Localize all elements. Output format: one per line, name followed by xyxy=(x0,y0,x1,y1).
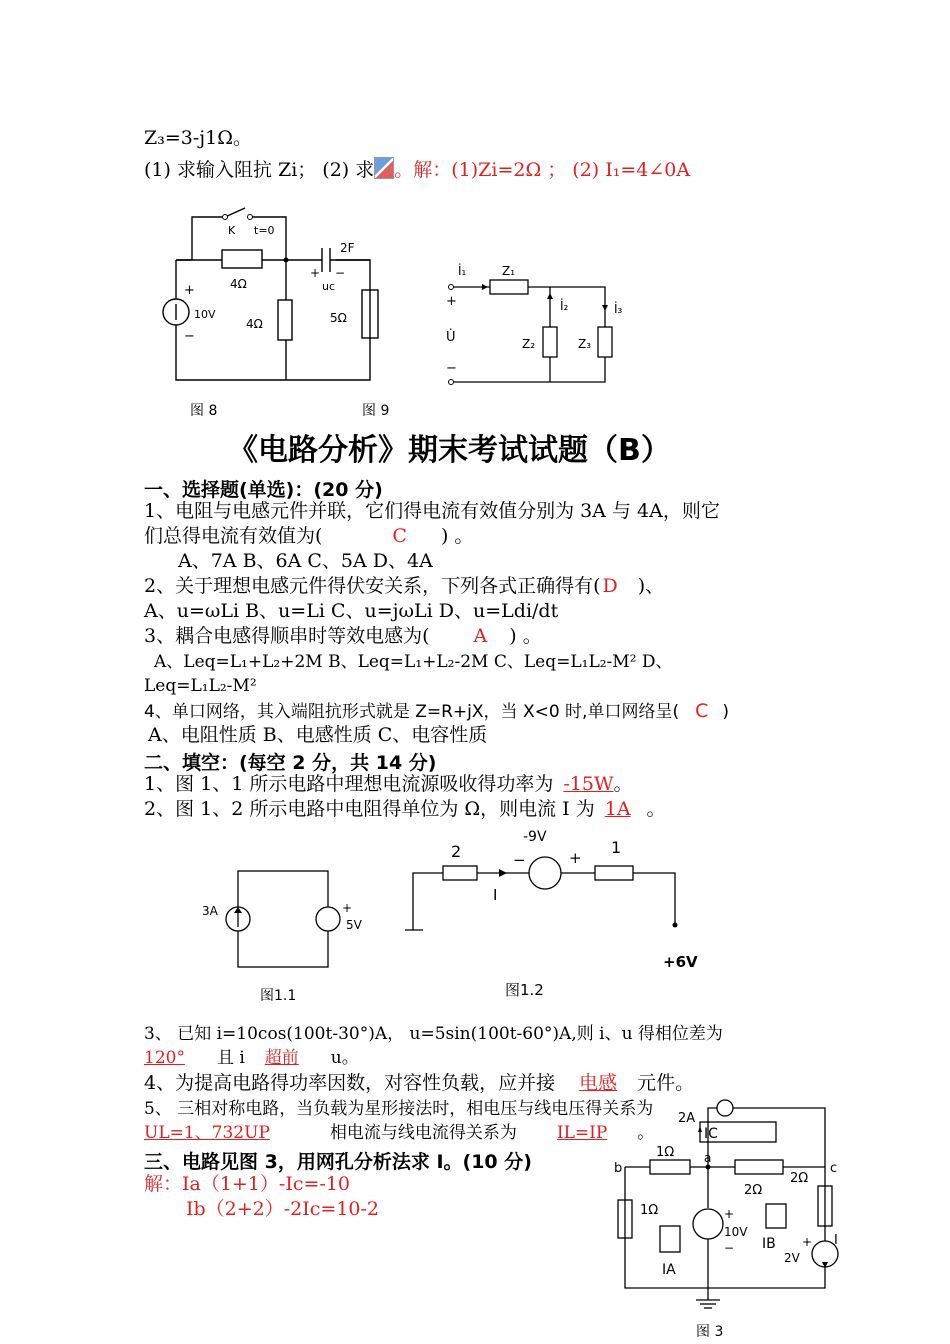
node-a-label: a xyxy=(704,1151,712,1165)
q2-line xyxy=(144,574,664,598)
q4-close: ) xyxy=(722,702,730,722)
q1-line1: 1、电阻与电感元件并联，它们得电流有效值分别为 3A 与 4A，则它 xyxy=(144,500,720,522)
f2-end: 。 xyxy=(646,798,666,820)
mesh-ic-label: IC xyxy=(704,1126,718,1142)
q3-line xyxy=(144,624,542,648)
section2-heading: 二、填空：(每空 2 分，共 14 分) xyxy=(144,752,437,774)
impedance-z3-label: Z₃ xyxy=(578,337,592,351)
f4-answer: 电感 xyxy=(579,1072,618,1094)
q4-answer: C xyxy=(695,700,709,722)
q2-answer: D xyxy=(602,575,618,597)
voltage-plus: + xyxy=(342,901,353,915)
q4-text: 4、单口网络，其入端阻抗形式就是 Z=R+jX，当 X<0 时,单口网络呈( xyxy=(144,702,680,722)
q3-options-1: A、Leq=L₁+L₂+2M B、Leq=L₁+L₂-2M C、Leq=L₁L₂-M² D、 xyxy=(154,652,673,672)
q3-answer: A xyxy=(473,625,488,647)
q1-line2 xyxy=(144,524,473,548)
q2-close: )、 xyxy=(637,575,665,597)
resistor-left-label: 1Ω xyxy=(640,1203,659,1218)
current-source-label: 3A xyxy=(202,904,218,918)
q2-text: 2、关于理想电感元件得伏安关系，下列各式正确得有( xyxy=(144,575,601,597)
f3-line2 xyxy=(144,1046,359,1070)
f1-end: 。 xyxy=(613,773,633,795)
figure-9-circuit xyxy=(362,255,630,419)
f3-line1: 3、 已知 i=10cos(100t-30°)A， u=5sin(100t-60°)A,则 i、u 得相位差为 xyxy=(144,1024,723,1044)
figure-3-circuit xyxy=(600,1100,850,1340)
source-10v-minus: − xyxy=(724,1241,735,1255)
f5-line2 xyxy=(144,1121,654,1145)
f2-text: 2、图 1、2 所示电路中电阻得单位为 Ω，则电流 I 为 xyxy=(144,798,595,820)
current-i3-label: İ₃ xyxy=(614,302,623,316)
u-plus: + xyxy=(446,294,457,309)
resistor-2-label: 2 xyxy=(451,842,462,861)
uc-plus: + xyxy=(310,266,321,280)
source-plus: + xyxy=(184,283,195,298)
f3-mid: 且 i xyxy=(216,1048,245,1068)
source-minus: − xyxy=(184,329,195,344)
q4-line xyxy=(144,699,729,724)
f5-end: 。 xyxy=(637,1123,655,1143)
f1-line xyxy=(144,772,633,796)
section1-heading: 一、选择题(单选)：(20 分) xyxy=(144,479,383,501)
source-10v-label: 10V xyxy=(724,1225,748,1239)
resistor-1-label: 1 xyxy=(611,838,622,857)
mesh-ib-label: IB xyxy=(762,1236,776,1252)
resistor-mid-label: 2Ω xyxy=(744,1183,763,1198)
figure-1-1-caption: 图1.1 xyxy=(260,988,297,1004)
voltage-source-label: 5V xyxy=(346,918,362,932)
q1-text: 们总得电流有效值为( xyxy=(144,525,323,547)
question-text: (1) 求输入阻抗 Zi； (2) 求 xyxy=(144,159,375,181)
section3-heading: 三、电路见图 3，用网孔分析法求 I。(10 分) xyxy=(144,1151,532,1173)
q4-options: A、电阻性质 B、电感性质 C、电容性质 xyxy=(148,724,488,746)
figure-1-2-caption: 图1.2 xyxy=(505,981,544,999)
capacitor-label: 2F xyxy=(340,241,355,255)
impedance-z2-label: Z₂ xyxy=(522,337,536,351)
q3-text: 3、耦合电感得顺串时等效电感为( xyxy=(144,625,430,647)
voltage-u-label: U̇ xyxy=(446,330,456,345)
f5-answer1: UL=1、732UP xyxy=(144,1123,270,1143)
f1-answer: -15W xyxy=(563,773,614,795)
figure-3-caption: 图 3 xyxy=(696,1324,724,1340)
q2-options: A、u=ωLi B、u=Li C、u=jωLi D、u=Ldi/dt xyxy=(144,600,559,622)
figure-9-caption: 图 9 xyxy=(362,403,390,419)
mesh-ia-label: IA xyxy=(662,1262,676,1278)
q3-close: ) 。 xyxy=(509,625,542,647)
q1-close: ) 。 xyxy=(440,525,474,547)
f5-answer2: IL=IP xyxy=(556,1123,608,1143)
source-label: 10V xyxy=(194,308,216,321)
f4-text: 4、为提高电路得功率因数，对容性负载，应并接 xyxy=(144,1072,556,1094)
f4-line xyxy=(144,1071,694,1095)
resistor-4ohm-mid: 4Ω xyxy=(246,317,263,331)
q1-answer: C xyxy=(392,525,407,547)
f3-answer2: 超前 xyxy=(264,1048,299,1068)
current-source-2a-label: 2A xyxy=(678,1111,696,1126)
f5-mid: 相电流与线电流得关系为 xyxy=(329,1123,517,1143)
f2-line xyxy=(144,797,666,821)
current-i-label: I xyxy=(834,1233,838,1248)
voltage-source-label: -9V xyxy=(523,829,547,845)
solution-line2: Ib（2+2）-2Ic=10-2 xyxy=(186,1198,380,1220)
resistor-ba-label: 1Ω xyxy=(656,1145,675,1160)
uc-minus: − xyxy=(335,266,346,280)
f1-text: 1、图 1、1 所示电路中理想电流源吸收得功率为 xyxy=(144,773,554,795)
figure-8-caption: 图 8 xyxy=(190,403,218,419)
source-10v-plus: + xyxy=(724,1207,735,1221)
solution-line1: 解：Ia（1+1）-Ic=-10 xyxy=(144,1173,351,1195)
f5-line1: 5、 三相对称电路，当负载为星形接法时，相电压与线电压得关系为 xyxy=(144,1099,654,1119)
source-2v-plus: + xyxy=(802,1235,813,1249)
broken-image-icon xyxy=(374,157,394,179)
node-voltage-label: +6V xyxy=(663,953,698,971)
answer-text: 。解：(1)Zi=2Ω ； (2) I₁=4∠0A xyxy=(394,159,691,181)
uc-label: uc xyxy=(322,280,336,293)
resistor-5ohm: 5Ω xyxy=(330,311,347,325)
u-minus: − xyxy=(446,361,457,376)
impedance-z1-label: Z₁ xyxy=(502,264,516,278)
current-i1-label: İ₁ xyxy=(458,264,467,278)
f3-end: u。 xyxy=(330,1048,359,1068)
source-minus: − xyxy=(513,851,526,869)
z3-line: Z₃=3-j1Ω。 xyxy=(144,127,252,149)
figure-1-1-circuit xyxy=(200,865,360,1005)
resistor-right-label: 2Ω xyxy=(790,1171,809,1186)
exam-title: 《电路分析》期末考试试题（B） xyxy=(228,433,671,468)
q1-options: A、7A B、6A C、5A D、4A xyxy=(178,550,433,572)
node-b-label: b xyxy=(614,1161,623,1176)
f4-end: 元件。 xyxy=(637,1072,695,1094)
question-line xyxy=(144,157,690,182)
f3-answer1: 120° xyxy=(144,1048,185,1068)
current-i-label: I xyxy=(493,886,498,904)
q3-options-2: Leq=L₁L₂-M² xyxy=(144,676,257,696)
source-2v-label: 2V xyxy=(784,1251,800,1265)
switch-time-label: t=0 xyxy=(254,224,275,237)
figure-1-2-circuit xyxy=(405,825,705,1000)
resistor-4ohm-top: 4Ω xyxy=(230,277,247,291)
source-plus: + xyxy=(569,849,582,867)
switch-k-label: K xyxy=(228,224,236,237)
f2-answer: 1A xyxy=(604,798,631,820)
node-c-label: c xyxy=(830,1161,838,1176)
current-i2-label: İ₂ xyxy=(560,299,569,313)
